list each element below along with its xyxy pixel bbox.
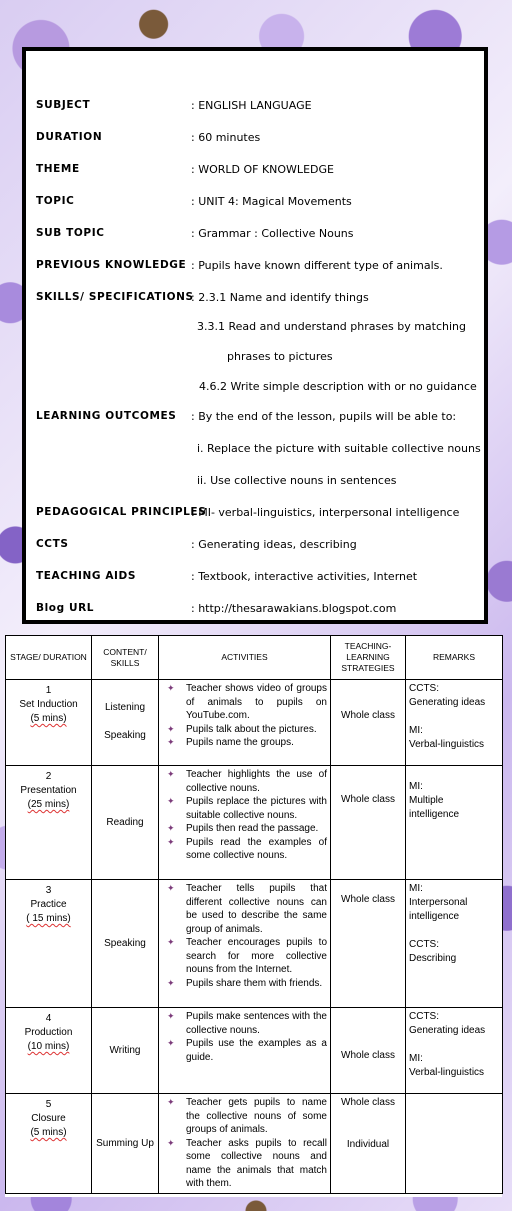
skill-item: Writing [109, 1045, 141, 1056]
skills-cell [92, 880, 159, 1008]
field-label: Blog URL [36, 602, 95, 614]
stage-duration: (25 mins) [27, 799, 70, 810]
strategy-cell [331, 1008, 406, 1094]
remark-line: Generating ideas [409, 1025, 486, 1036]
stage-name: Production [24, 1027, 73, 1038]
remark-line: CCTS: [409, 1011, 439, 1022]
lesson-plan-table-container [5, 635, 502, 1197]
activity-item: ✦ Teacher highlights the use of collective nouns. [162, 768, 327, 795]
lesson-plan-table [5, 635, 503, 1194]
remarks-cell [406, 880, 503, 1008]
stage-duration: (5 mins) [30, 1127, 67, 1138]
skills-cell [92, 680, 159, 766]
remarks-cell [406, 680, 503, 766]
stage-number: 3 [45, 885, 52, 896]
stage-name: Closure [31, 1113, 66, 1124]
skills-continuation: 4.6.2 Write simple description with or no guidance [199, 380, 477, 393]
remark-line: CCTS: [409, 939, 439, 950]
skills-continuation: 3.3.1 Read and understand phrases by matching [197, 320, 466, 333]
column-header: ACTIVITIES [159, 636, 331, 680]
strategy-cell [331, 1094, 406, 1194]
remark-line: Interpersonal [409, 897, 468, 908]
field-value: : MI- verbal-linguistics, interpersonal intelligence [191, 506, 460, 519]
strategy-item: Whole class [341, 794, 395, 805]
strategy-cell [331, 766, 406, 880]
activity-item: ✦ Teacher gets pupils to name the collective nouns of some groups of animals. [162, 1096, 327, 1137]
column-header: TEACHING-LEARNING STRATEGIES [331, 636, 406, 680]
stage-name: Presentation [20, 785, 77, 796]
skill-item: Summing Up [96, 1138, 154, 1149]
activity-item: ✦ Pupils share them with friends. [162, 977, 327, 991]
field-label: PREVIOUS KNOWLEDGE [36, 259, 187, 271]
strategy-cell [331, 880, 406, 1008]
column-header: REMARKS [406, 636, 503, 680]
activity-item: ✦ Teacher tells pupils that different collective nouns can be used to describe the same group of animals. [162, 882, 327, 936]
field-value: : UNIT 4: Magical Movements [191, 195, 352, 208]
skills-cell [92, 766, 159, 880]
stage-duration: (5 mins) [30, 713, 67, 724]
activity-item: ✦ Pupils read the examples of some collective nouns. [162, 836, 327, 863]
strategy-item: Whole class [341, 1050, 395, 1061]
stage-cell [6, 1094, 92, 1194]
stage-number: 4 [45, 1013, 52, 1024]
skill-item: Speaking [104, 730, 146, 741]
field-value: : By the end of the lesson, pupils will be able to: [191, 410, 457, 423]
activity-item: ✦ Pupils then read the passage. [162, 822, 327, 836]
stage-number: 5 [45, 1099, 52, 1110]
stage-cell [6, 1008, 92, 1094]
column-header: STAGE/ DURATION [6, 636, 92, 680]
field-value: : WORLD OF KNOWLEDGE [191, 163, 334, 176]
field-value: : Generating ideas, describing [191, 538, 357, 551]
remark-line: Generating ideas [409, 697, 486, 708]
remarks-cell [406, 1094, 503, 1194]
remarks-cell [406, 766, 503, 880]
field-label: TOPIC [36, 195, 75, 207]
field-value: : ENGLISH LANGUAGE [191, 99, 312, 112]
skills-cell [92, 1094, 159, 1194]
remark-line: Verbal-linguistics [409, 739, 485, 750]
remark-line: MI: [409, 725, 423, 736]
stage-name: Practice [30, 899, 67, 910]
stage-cell [6, 880, 92, 1008]
field-label: DURATION [36, 131, 103, 143]
strategy-item: Individual [346, 1139, 390, 1150]
field-label: TEACHING AIDS [36, 570, 137, 582]
remark-line: CCTS: [409, 683, 439, 694]
stage-cell [6, 766, 92, 880]
strategy-cell [331, 680, 406, 766]
activity-item: ✦ Teacher asks pupils to recall some collective nouns and name the animals that match with them. [162, 1137, 327, 1191]
activities-cell [159, 1008, 331, 1094]
field-label: CCTS [36, 538, 69, 550]
table-row [6, 880, 503, 1008]
remarks-cell [406, 1008, 503, 1094]
remark-line: Describing [409, 953, 457, 964]
outcome-item: ii. Use collective nouns in sentences [197, 474, 397, 487]
table-row [6, 680, 503, 766]
skill-item: Listening [104, 702, 146, 713]
remark-line: MI: [409, 781, 423, 792]
activity-item: ✦ Teacher encourages pupils to search for more collective nouns from the Internet. [162, 936, 327, 977]
stage-cell [6, 680, 92, 766]
field-value: : 60 minutes [191, 131, 261, 144]
table-row [6, 1008, 503, 1094]
column-header: CONTENT/ SKILLS [92, 636, 159, 680]
remark-line: intelligence [409, 809, 460, 820]
skills-cell [92, 1008, 159, 1094]
remark-line: intelligence [409, 911, 460, 922]
strategy-item: Whole class [341, 894, 395, 905]
field-label: SUB TOPIC [36, 227, 105, 239]
stage-number: 1 [45, 685, 52, 696]
stage-name: Set Induction [19, 699, 78, 710]
activities-cell [159, 766, 331, 880]
remark-line: MI: [409, 1053, 423, 1064]
skills-continuation: phrases to pictures [227, 350, 333, 363]
skill-item: Reading [106, 817, 144, 828]
table-header-row [6, 636, 503, 680]
table-row [6, 766, 503, 880]
strategy-item: Whole class [341, 1097, 395, 1108]
activity-item: ✦ Teacher shows video of groups of animals to pupils on YouTube.com. [162, 682, 327, 723]
field-value: : 2.3.1 Name and identify things [191, 291, 369, 304]
skill-item: Speaking [104, 938, 146, 949]
stage-number: 2 [45, 771, 52, 782]
stage-duration: (10 mins) [27, 1041, 70, 1052]
blog-url-link[interactable]: : http://thesarawakians.blogspot.com [191, 602, 397, 615]
activity-item: ✦ Pupils make sentences with the collective nouns. [162, 1010, 327, 1037]
field-label: SUBJECT [36, 99, 91, 111]
activities-cell [159, 680, 331, 766]
activity-item: ✦ Pupils talk about the pictures. [162, 723, 327, 737]
activities-cell [159, 1094, 331, 1194]
field-value: : Textbook, interactive activities, Internet [191, 570, 418, 583]
stage-duration: ( 15 mins) [26, 913, 71, 924]
remark-line: MI: [409, 883, 423, 894]
activity-item: ✦ Pupils replace the pictures with suitable collective nouns. [162, 795, 327, 822]
activities-cell [159, 880, 331, 1008]
remark-line: Multiple [409, 795, 444, 806]
field-label: THEME [36, 163, 80, 175]
strategy-item: Whole class [341, 710, 395, 721]
activity-item: ✦ Pupils name the groups. [162, 736, 327, 750]
table-row [6, 1094, 503, 1194]
activity-item: ✦ Pupils use the examples as a guide. [162, 1037, 327, 1064]
outcome-item: i. Replace the picture with suitable collective nouns [197, 442, 481, 455]
field-label: PEDAGOGICAL PRINCIPLES [36, 506, 207, 518]
field-value: : Grammar : Collective Nouns [191, 227, 354, 240]
field-value: : Pupils have known different type of animals. [191, 259, 443, 272]
field-label: SKILLS/ SPECIFICATIONS [36, 291, 194, 303]
field-label: LEARNING OUTCOMES [36, 410, 177, 422]
lesson-info-panel [22, 47, 488, 624]
remark-line: Verbal-linguistics [409, 1067, 485, 1078]
